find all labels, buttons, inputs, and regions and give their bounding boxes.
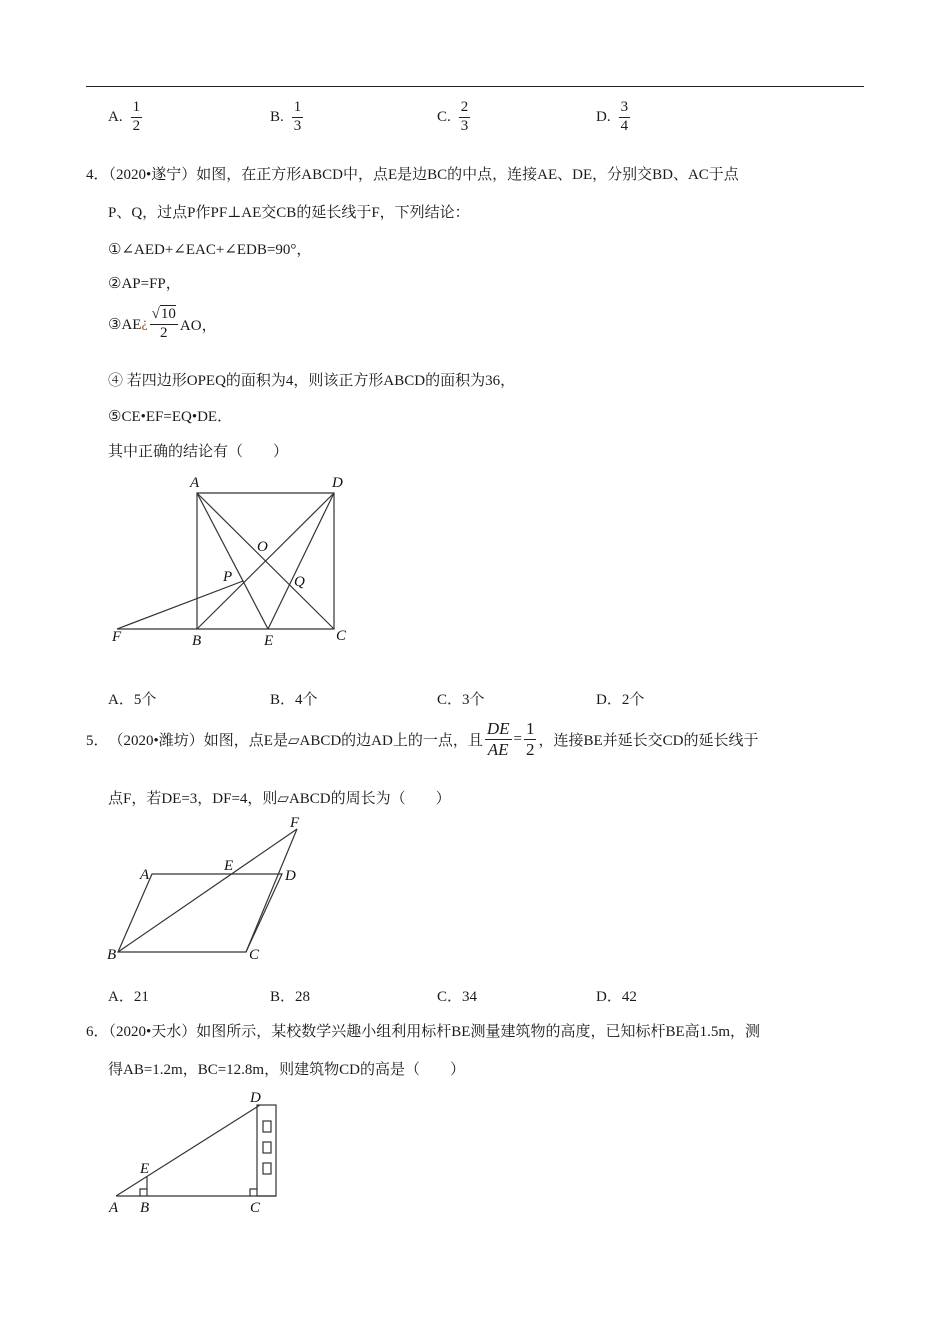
q5-figure bbox=[100, 810, 320, 970]
q4-stem-line1: 4．（2020•遂宁）如图，在正方形ABCD中，点E是边BC的中点，连接AE、DE，分别交BD、AC于点 bbox=[86, 167, 739, 183]
q4-stem-line2: P、Q，过点P作PF⊥AE交CB的延长线于F，下列结论： bbox=[108, 205, 470, 221]
q4-label-b: B bbox=[192, 633, 202, 649]
q4-conclusion-5: ⑤CE•EF=EQ•DE． bbox=[108, 409, 233, 425]
q4-conclusion-4: ④ 若四边形OPEQ的面积为4，则该正方形ABCD的面积为36， bbox=[108, 373, 516, 389]
q6-label-b: B bbox=[140, 1200, 150, 1216]
q4-option-b[interactable]: B．4个 bbox=[270, 692, 318, 708]
q5-ratio-value: $\frac{1}{2}$ bbox=[525, 719, 535, 759]
q4-figure bbox=[100, 470, 370, 655]
q4-conclusion-2: ②AP=FP， bbox=[108, 276, 181, 292]
q6-stem-line1: 6．（2020•天水）如图所示，某校数学兴趣小组利用标杆BE测量建筑物的高度，已知标杆BE高1.5m，测 bbox=[86, 1024, 761, 1040]
q4-option-a[interactable]: A．5个 bbox=[108, 692, 157, 708]
q3-option-d-fraction: $\frac{3}{4}$ bbox=[620, 99, 629, 134]
q6-right-angle-b bbox=[140, 1189, 147, 1196]
q4-label-f: F bbox=[112, 629, 122, 645]
q5-label-a: A bbox=[140, 867, 150, 883]
q4-conclusion-3: ③AE ¿ $\frac{√10}{2}$ AO， bbox=[108, 306, 217, 341]
q4-label-p: P bbox=[223, 569, 233, 585]
q3-option-c[interactable]: C. $\frac{2}{3}$ bbox=[437, 99, 469, 134]
q6-building-window-2 bbox=[263, 1142, 271, 1153]
q5-label-b: B bbox=[107, 947, 117, 963]
q4-label-e: E bbox=[264, 633, 274, 649]
q6-building bbox=[257, 1105, 276, 1196]
q4-label-d: D bbox=[332, 475, 343, 491]
q5-option-c[interactable]: C．34 bbox=[437, 989, 478, 1005]
q3-option-c-fraction: $\frac{2}{3}$ bbox=[460, 99, 469, 134]
q4-option-c[interactable]: C．3个 bbox=[437, 692, 485, 708]
q6-building-window-1 bbox=[263, 1121, 271, 1132]
q4-label-q: Q bbox=[294, 574, 305, 590]
q5-option-a[interactable]: A．21 bbox=[108, 989, 149, 1005]
q6-figure bbox=[100, 1085, 300, 1220]
q4-conclusion-1: ①∠AED+∠EAC+∠EDB=90°， bbox=[108, 242, 312, 258]
q6-right-angle-c bbox=[250, 1189, 257, 1196]
q6-stem-line2: 得AB=1.2m，BC=12.8m，则建筑物CD的高是（ ） bbox=[108, 1062, 465, 1078]
q5-label-d: D bbox=[285, 868, 296, 884]
q3-option-b[interactable]: B. $\frac{1}{3}$ bbox=[270, 99, 302, 134]
q4-question: 其中正确的结论有（ ） bbox=[108, 444, 289, 460]
q4-label-o: O bbox=[257, 539, 268, 555]
q3-option-a[interactable]: A. $\frac{1}{2}$ bbox=[108, 99, 141, 134]
q5-option-d[interactable]: D．42 bbox=[596, 989, 637, 1005]
q5-label-e: E bbox=[224, 858, 234, 874]
q5-label-f: F bbox=[290, 815, 300, 831]
q6-label-e: E bbox=[140, 1161, 150, 1177]
q4-label-a: A bbox=[190, 475, 200, 491]
q4-line-de bbox=[268, 493, 334, 629]
q4-label-c: C bbox=[336, 628, 347, 644]
q5-label-c: C bbox=[249, 947, 260, 963]
q5-ratio-fraction: $\frac{DE}{AE}$ bbox=[486, 719, 510, 759]
q6-sight-line bbox=[116, 1105, 260, 1196]
q6-label-a: A bbox=[109, 1200, 119, 1216]
q4-line-ae bbox=[197, 493, 268, 629]
q6-label-c: C bbox=[250, 1200, 261, 1216]
top-rule bbox=[86, 86, 864, 87]
q6-building-window-3 bbox=[263, 1163, 271, 1174]
q5-option-b[interactable]: B．28 bbox=[270, 989, 311, 1005]
q5-stem-line2: 点F，若DE=3，DF=4，则▱ABCD的周长为（ ） bbox=[108, 791, 451, 807]
q5-line-cf bbox=[246, 829, 297, 952]
q5-parallelogram bbox=[118, 874, 282, 952]
q5-stem-line1: 5． （2020•潍坊） 如图，点E是▱ABCD的边AD上的一点，且 $\frac{DE}{AE}$ = $\frac{1}{2}$ ，连接BE并延长交CD的延长线于 bbox=[86, 719, 759, 759]
q3-option-b-fraction: $\frac{1}{3}$ bbox=[293, 99, 302, 134]
q3-option-d[interactable]: D. $\frac{3}{4}$ bbox=[596, 99, 629, 134]
q6-label-d: D bbox=[250, 1090, 261, 1106]
q4-line-fp bbox=[117, 581, 243, 629]
q3-option-a-fraction: $\frac{1}{2}$ bbox=[132, 99, 141, 134]
q4-option-d[interactable]: D．2个 bbox=[596, 692, 645, 708]
